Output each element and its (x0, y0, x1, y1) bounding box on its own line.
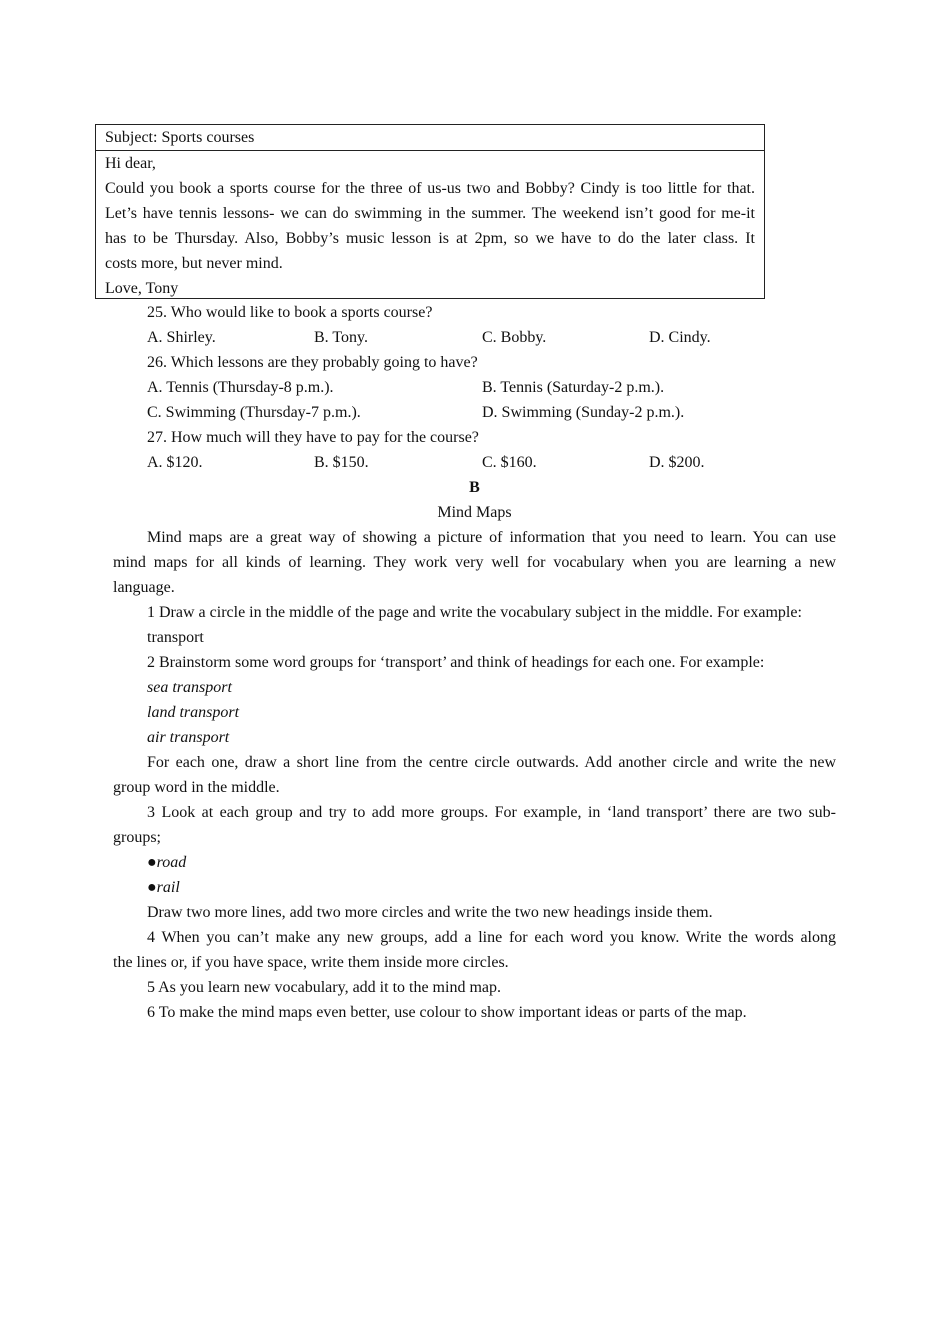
step-6: 6 To make the mind maps even better, use colour to show important ideas or parts of the map. (147, 1004, 747, 1021)
bullet-icon: ● (147, 854, 157, 871)
email-body-line: has to be Thursday. Also, Bobby’s music lesson is at 2pm, so we have to do the later class. It (105, 230, 755, 247)
step-2: 2 Brainstorm some word groups for ‘transport’ and think of headings for each one. For example: (147, 654, 765, 671)
question-options (147, 375, 837, 400)
bullet-text: rail (156, 879, 180, 896)
passage-title: Mind Maps (437, 504, 512, 521)
email-body-line: costs more, but never mind. (105, 255, 283, 272)
option-b: B. Tennis (Saturday-2 p.m.). (482, 379, 665, 396)
paragraph-line: Mind maps are a great way of showing a picture of information that you need to learn. You can use (147, 529, 836, 546)
example-sea-transport: sea transport (147, 679, 232, 696)
question-options (147, 325, 837, 350)
paragraph-line: For each one, draw a short line from the centre circle outwards. Add another circle and write the new (147, 754, 836, 771)
option-a: A. Shirley. (147, 329, 216, 346)
example-land-transport: land transport (147, 704, 240, 721)
step-1-example: transport (147, 629, 204, 646)
questions-block (147, 300, 837, 475)
bullet-item (113, 875, 836, 900)
option-c: C. Bobby. (482, 329, 547, 346)
step-4: 4 When you can’t make any new groups, add a line for each word you know. Write the words along (147, 929, 836, 946)
section-letter: B (469, 479, 480, 496)
email-body-line: Could you book a sports course for the three of us-us two and Bobby? Cindy is too little for that. (105, 180, 755, 197)
email-signoff: Love, Tony (105, 280, 179, 297)
option-c: C. Swimming (Thursday-7 p.m.). (147, 404, 361, 421)
option-b: B. Tony. (314, 329, 368, 346)
email-subject: Subject: Sports courses (96, 125, 764, 151)
paragraph-line: groups; (113, 829, 161, 846)
email-greeting: Hi dear, (105, 155, 156, 172)
bullet-text: road (156, 854, 187, 871)
email-body-line: Let’s have tennis lessons- we can do swimming in the summer. The weekend isn’t good for me-it (105, 205, 755, 222)
paragraph-line: group word in the middle. (113, 779, 280, 796)
email-body (96, 151, 764, 301)
email-box (95, 124, 765, 299)
option-a: A. Tennis (Thursday-8 p.m.). (147, 379, 334, 396)
option-d: D. Swimming (Sunday-2 p.m.). (482, 404, 685, 421)
question-options (147, 450, 837, 475)
step-5: 5 As you learn new vocabulary, add it to the mind map. (147, 979, 501, 996)
question-stem: 26. Which lessons are they probably going to have? (147, 354, 478, 371)
option-d: D. $200. (649, 454, 705, 471)
paragraph-line: the lines or, if you have space, write them inside more circles. (113, 954, 509, 971)
bullet-item (113, 850, 836, 875)
bullet-icon: ● (147, 879, 157, 896)
question-stem: 25. Who would like to book a sports course? (147, 304, 433, 321)
section-b (113, 475, 836, 1025)
step-3: 3 Look at each group and try to add more groups. For example, in ‘land transport’ there are two sub- (147, 804, 836, 821)
option-a: A. $120. (147, 454, 203, 471)
option-b: B. $150. (314, 454, 369, 471)
paragraph-line: mind maps for all kinds of learning. They work very well for vocabulary when you are learning a new (113, 554, 836, 571)
question-stem: 27. How much will they have to pay for the course? (147, 429, 479, 446)
paragraph-line: language. (113, 579, 175, 596)
option-d: D. Cindy. (649, 329, 711, 346)
question-options (147, 400, 837, 425)
option-c: C. $160. (482, 454, 537, 471)
step-1: 1 Draw a circle in the middle of the page and write the vocabulary subject in the middle. For example: (147, 604, 802, 621)
paragraph-line: Draw two more lines, add two more circles and write the two new headings inside them. (147, 904, 713, 921)
example-air-transport: air transport (147, 729, 230, 746)
